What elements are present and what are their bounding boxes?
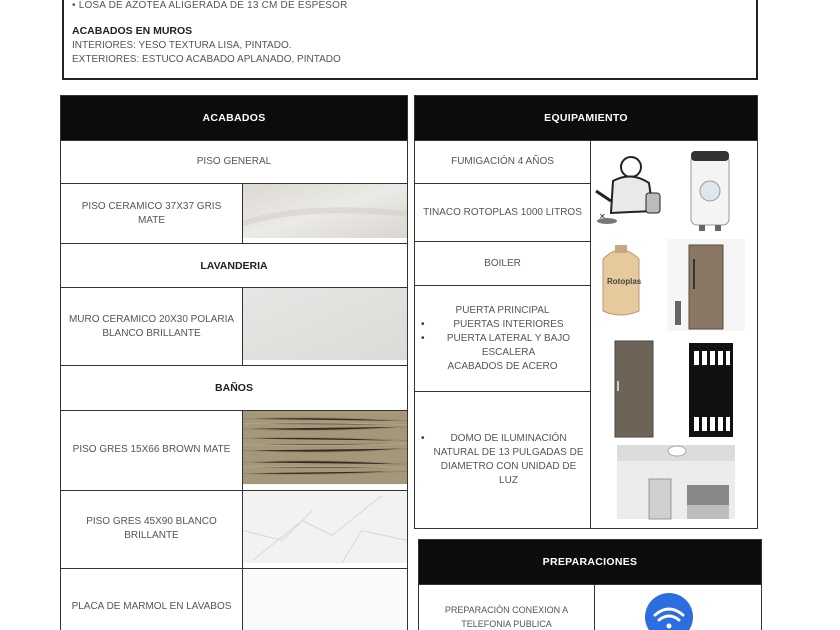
acabados-table xyxy=(60,95,408,630)
main-door-image xyxy=(667,239,745,331)
piso-ceramico-swatch xyxy=(243,184,408,244)
wifi-cell xyxy=(595,585,762,630)
marble-slab-image xyxy=(243,569,407,630)
interior-door-image xyxy=(615,341,653,437)
domo-item: • DOMO DE ILUMINACIÓN NATURAL DE 13 PULGADAS DE DIAMETRO CON UNIDAD DE LUZ xyxy=(421,432,584,488)
muro-ceramico-swatch xyxy=(243,288,408,366)
domo-cell xyxy=(415,391,591,528)
puertas-list xyxy=(421,318,584,360)
fumigacion-cell: FUMIGACIÓN 4 AÑOS xyxy=(415,141,591,184)
piso-gres-brown-swatch xyxy=(243,411,408,490)
piso-gres-brown-cell: PISO GRES 15X66 BROWN MATE xyxy=(61,411,243,490)
acabados-acero-text: ACABADOS DE ACERO xyxy=(447,360,558,372)
water-tank-image xyxy=(603,245,642,315)
wood-tile-image xyxy=(243,411,407,484)
tank-brand-label: Rotoplas xyxy=(607,277,642,286)
exteriores-text: EXTERIORES: ESTUCO ACABADO APLANADO, PINTADO xyxy=(72,54,341,65)
piso-general-cell: PISO GENERAL xyxy=(61,141,408,184)
acabados-header: ACABADOS xyxy=(61,96,408,141)
piso-gres-blanco-cell: PISO GRES 45X90 BLANCO BRILLANTE xyxy=(61,490,243,568)
placa-marmol-cell: PLACA DE MARMOL EN LAVABOS xyxy=(61,568,243,630)
muro-ceramico-cell: MURO CERAMICO 20X30 POLARIA BLANCO BRILLANTE xyxy=(61,288,243,366)
lavanderia-subheader: LAVANDERIA xyxy=(61,244,408,288)
steel-door-image xyxy=(689,343,733,437)
placa-marmol-swatch xyxy=(243,568,408,630)
tinaco-cell: TINACO ROTOPLAS 1000 LITROS xyxy=(415,184,591,242)
fumigation-icon xyxy=(596,157,660,224)
equipment-images-cell xyxy=(591,141,758,529)
preparaciones-table xyxy=(418,539,762,630)
puerta-principal-text: PUERTA PRINCIPAL xyxy=(455,304,550,316)
equipamiento-header: EQUIPAMIENTO xyxy=(415,96,758,141)
puerta-lateral-item: • PUERTA LATERAL Y BAJO ESCALERA xyxy=(421,332,584,360)
boiler-image xyxy=(691,151,729,231)
losa-bullet: • LOSA DE AZOTEA ALIGERADA DE 13 CM DE ESPESOR xyxy=(72,0,348,11)
preparaciones-header: PREPARACIONES xyxy=(419,540,762,585)
losa-text: LOSA DE AZOTEA ALIGERADA DE 13 CM DE ESPESOR xyxy=(78,0,348,11)
equipment-images xyxy=(591,141,757,523)
skylight-image xyxy=(617,445,735,519)
white-tile-image xyxy=(243,288,407,360)
telefonia-cell: PREPARACIÓN CONEXION A TELEFONIA PUBLICA xyxy=(419,585,595,630)
acabados-muros-heading: ACABADOS EN MUROS xyxy=(72,25,193,37)
piso-ceramico-cell: PISO CERAMICO 37X37 GRIS MATE xyxy=(61,184,243,244)
puertas-cell xyxy=(415,286,591,391)
puertas-interiores-item: • PUERTAS INTERIORES xyxy=(421,318,584,332)
svg-text:✕: ✕ xyxy=(599,212,606,221)
equipamiento-table xyxy=(414,95,758,529)
banos-subheader: BAÑOS xyxy=(61,366,408,411)
piso-gres-blanco-swatch xyxy=(243,490,408,568)
boiler-cell: BOILER xyxy=(415,242,591,286)
top-description-box xyxy=(62,0,758,80)
gray-tile-image xyxy=(243,184,407,238)
interiores-text: INTERIORES: YESO TEXTURA LISA, PINTADO. xyxy=(72,40,292,51)
wifi-icon xyxy=(595,585,761,630)
marble-tile-image xyxy=(243,491,407,563)
domo-list xyxy=(421,432,584,488)
